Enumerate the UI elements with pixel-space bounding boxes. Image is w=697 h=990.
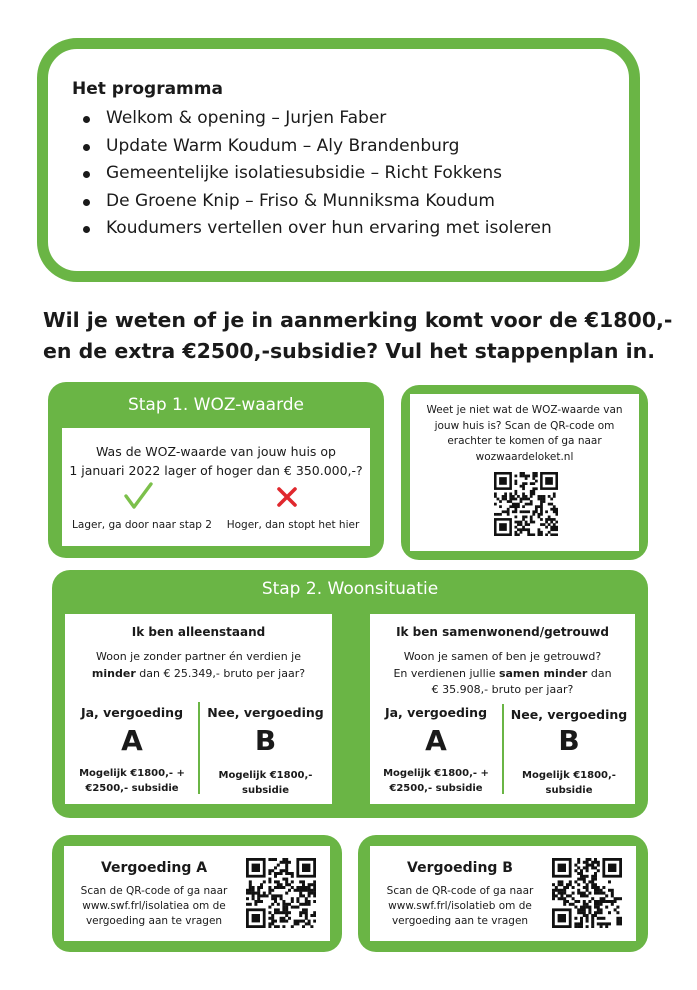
- couple-yes-desc-line: €2500,- subsidie: [389, 783, 483, 794]
- single-yes-desc: [65, 766, 199, 796]
- program-item: De Groene Knip – Friso & Munniksma Koudum: [72, 188, 603, 216]
- question-heading: [43, 305, 673, 367]
- couple-panel: [370, 614, 635, 804]
- single-question-line: [65, 666, 332, 683]
- single-no-desc-line: Mogelijk €1800,-: [218, 770, 313, 781]
- couple-question-line: [370, 666, 635, 683]
- single-no-desc-line: subsidie: [242, 785, 289, 796]
- woz-info-line: wozwaardeloket.nl: [475, 450, 574, 463]
- question-line-2: en de extra €2500,-subsidie? Vul het stappenplan in.: [43, 339, 655, 363]
- couple-question-pre: En verdienen jullie: [393, 666, 499, 680]
- single-heading: Ik ben alleenstaand: [131, 625, 266, 639]
- woz-info-line: Weet je niet wat de WOZ-waarde van: [426, 404, 623, 416]
- single-no-label: Nee, vergoeding: [207, 705, 324, 720]
- program-item: Update Warm Koudum – Aly Brandenburg: [72, 133, 603, 161]
- couple-question-line: € 35.908,- bruto per jaar?: [431, 683, 574, 696]
- qr-code-icon[interactable]: [494, 472, 558, 536]
- single-letter-a: A: [121, 724, 143, 757]
- stap2-title: Stap 2. Woonsituatie: [261, 579, 439, 599]
- program-item: Welkom & opening – Jurjen Faber: [72, 105, 603, 133]
- program-box: [37, 38, 640, 282]
- vergoeding-a-line: vergoeding aan te vragen: [85, 915, 223, 927]
- vergoeding-b-content: [370, 846, 636, 941]
- vergoeding-a-line: www.swf.frl/isolatiea om de: [82, 900, 226, 912]
- couple-yes-label: Ja, vergoeding: [384, 705, 488, 720]
- single-yes-label: Ja, vergoeding: [80, 705, 184, 720]
- couple-heading: Ik ben samenwonend/getrouwd: [396, 625, 609, 639]
- vergoeding-b-title: Vergoeding B: [407, 860, 513, 876]
- couple-letter-b: B: [558, 724, 580, 757]
- program-list: [72, 105, 603, 243]
- single-letter-b: B: [254, 724, 277, 757]
- stap1-question-line-1: Was de WOZ-waarde van jouw huis op: [96, 444, 336, 459]
- couple-no-desc-line: Mogelijk €1800,-: [522, 770, 616, 781]
- stap2-card: [52, 570, 648, 818]
- vergoeding-b-text: [370, 884, 550, 929]
- couple-question-bold: samen minder: [498, 666, 588, 680]
- question-line-1: Wil je weten of je in aanmerking komt voor de €1800,-: [43, 308, 673, 332]
- stap1-question: [62, 442, 370, 480]
- single-yes-desc-line: €2500,- subsidie: [85, 783, 179, 794]
- woz-info-card: [401, 385, 648, 560]
- couple-yes-desc: [370, 766, 502, 796]
- couple-no-desc-line: subsidie: [545, 785, 593, 796]
- qr-code-icon[interactable]: [552, 858, 622, 928]
- woz-info-content: [410, 394, 639, 551]
- stap1-title: Stap 1. WOZ-waarde: [127, 395, 305, 415]
- couple-letter-a: A: [425, 724, 447, 757]
- couple-yes-desc-line: Mogelijk €1800,- +: [383, 768, 489, 779]
- vergoeding-a-card: [52, 835, 342, 952]
- woz-info-line: jouw huis is? Scan de QR-code om: [434, 419, 615, 432]
- cross-icon: [276, 486, 298, 508]
- vergoeding-a-title: Vergoeding A: [100, 860, 208, 876]
- stap1-content: [62, 428, 370, 546]
- vergoeding-a-content: [64, 846, 330, 941]
- single-question-rest: dan € 25.349,- bruto per jaar?: [135, 666, 306, 680]
- program-item: Koudumers vertellen over hun ervaring met isoleren: [72, 215, 603, 243]
- stap1-lower-label: Lager, ga door naar stap 2: [72, 519, 212, 531]
- couple-no-desc: [503, 768, 635, 798]
- single-question-line: Woon je zonder partner én verdien je: [96, 650, 301, 663]
- single-question: [65, 649, 332, 682]
- couple-no-label: Nee, vergoeding: [510, 707, 628, 722]
- vergoeding-b-line: www.swf.frl/isolatieb om de: [388, 900, 532, 912]
- vergoeding-a-text: [64, 884, 244, 929]
- check-icon: [123, 481, 153, 511]
- vergoeding-a-line: Scan de QR-code of ga naar: [80, 885, 228, 897]
- stap1-higher-label: Hoger, dan stopt het hier: [226, 519, 360, 531]
- couple-question: [370, 649, 635, 699]
- qr-code-icon[interactable]: [246, 858, 316, 928]
- woz-info-text: [410, 403, 639, 465]
- program-item: Gemeentelijke isolatiesubsidie – Richt Fokkens: [72, 160, 603, 188]
- single-panel: [65, 614, 332, 804]
- program-title: Het programma: [72, 79, 223, 99]
- vergoeding-b-card: [358, 835, 648, 952]
- couple-question-post: dan: [587, 666, 612, 680]
- single-question-bold: minder: [91, 666, 136, 680]
- couple-question-line: Woon je samen of ben je getrouwd?: [403, 650, 602, 663]
- vergoeding-b-line: vergoeding aan te vragen: [391, 915, 529, 927]
- single-yes-desc-line: Mogelijk €1800,- +: [79, 768, 185, 779]
- woz-info-line: erachter te komen of ga naar: [447, 435, 602, 447]
- stap1-question-line-2: 1 januari 2022 lager of hoger dan € 350.000,-?: [69, 463, 363, 478]
- stap1-card: [48, 382, 384, 558]
- single-no-desc: [199, 768, 332, 798]
- vergoeding-b-line: Scan de QR-code of ga naar: [386, 885, 534, 897]
